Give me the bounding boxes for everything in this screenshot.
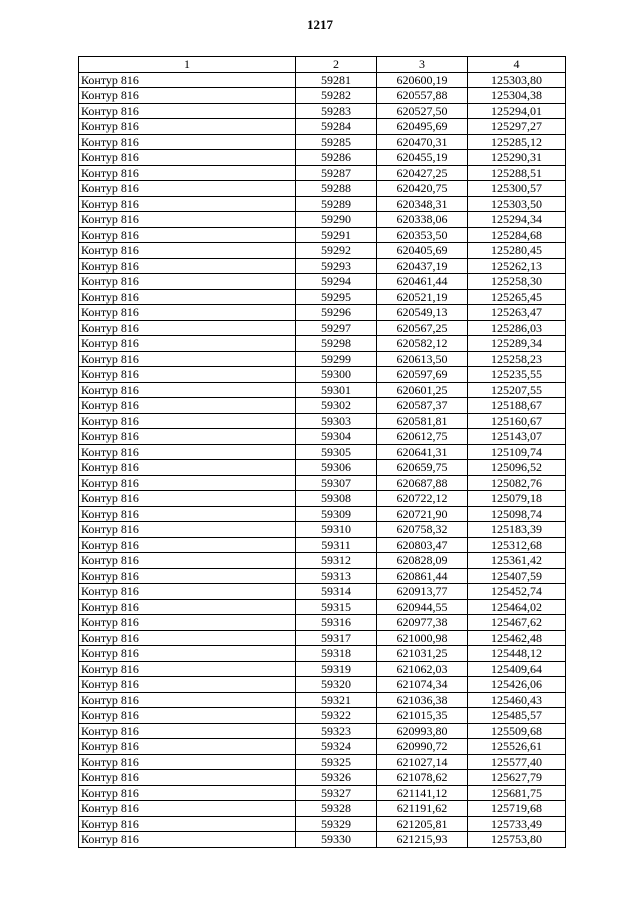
y-coordinate-cell: 125312,68 [468, 537, 566, 553]
y-coordinate-cell: 125452,74 [468, 584, 566, 600]
point-number-cell: 59287 [296, 165, 377, 181]
point-number-cell: 59305 [296, 444, 377, 460]
column-header-2: 2 [296, 57, 377, 73]
table-row [79, 692, 566, 708]
point-number-cell: 59292 [296, 243, 377, 259]
x-coordinate-cell: 620461,44 [377, 274, 468, 290]
y-coordinate-cell: 125207,55 [468, 382, 566, 398]
x-coordinate-cell: 620527,50 [377, 103, 468, 119]
table-row [79, 584, 566, 600]
x-coordinate-cell: 620405,69 [377, 243, 468, 259]
table-row [79, 398, 566, 414]
point-number-cell: 59306 [296, 460, 377, 476]
table-row [79, 181, 566, 197]
contour-name-cell: Контур 816 [79, 134, 296, 150]
contour-name-cell: Контур 816 [79, 522, 296, 538]
table-row [79, 615, 566, 631]
y-coordinate-cell: 125733,49 [468, 816, 566, 832]
contour-name-cell: Контур 816 [79, 119, 296, 135]
point-number-cell: 59307 [296, 475, 377, 491]
table-row [79, 801, 566, 817]
point-number-cell: 59286 [296, 150, 377, 166]
y-coordinate-cell: 125109,74 [468, 444, 566, 460]
table-row [79, 568, 566, 584]
point-number-cell: 59322 [296, 708, 377, 724]
contour-name-cell: Контур 816 [79, 88, 296, 104]
table-row [79, 739, 566, 755]
point-number-cell: 59311 [296, 537, 377, 553]
x-coordinate-cell: 621062,03 [377, 661, 468, 677]
x-coordinate-cell: 620613,50 [377, 351, 468, 367]
contour-name-cell: Контур 816 [79, 754, 296, 770]
point-number-cell: 59321 [296, 692, 377, 708]
table-row [79, 599, 566, 615]
x-coordinate-cell: 620420,75 [377, 181, 468, 197]
point-number-cell: 59325 [296, 754, 377, 770]
point-number-cell: 59328 [296, 801, 377, 817]
table-row [79, 630, 566, 646]
y-coordinate-cell: 125627,79 [468, 770, 566, 786]
x-coordinate-cell: 620567,25 [377, 320, 468, 336]
point-number-cell: 59298 [296, 336, 377, 352]
table-row [79, 305, 566, 321]
y-coordinate-cell: 125300,57 [468, 181, 566, 197]
x-coordinate-cell: 620455,19 [377, 150, 468, 166]
y-coordinate-cell: 125098,74 [468, 506, 566, 522]
point-number-cell: 59293 [296, 258, 377, 274]
point-number-cell: 59304 [296, 429, 377, 445]
y-coordinate-cell: 125719,68 [468, 801, 566, 817]
x-coordinate-cell: 620338,06 [377, 212, 468, 228]
table-header-row [79, 57, 566, 73]
column-header-1: 1 [79, 57, 296, 73]
point-number-cell: 59326 [296, 770, 377, 786]
point-number-cell: 59330 [296, 832, 377, 848]
x-coordinate-cell: 620600,19 [377, 72, 468, 88]
contour-name-cell: Контур 816 [79, 816, 296, 832]
contour-name-cell: Контур 816 [79, 367, 296, 383]
y-coordinate-cell: 125462,48 [468, 630, 566, 646]
point-number-cell: 59320 [296, 677, 377, 693]
point-number-cell: 59315 [296, 599, 377, 615]
y-coordinate-cell: 125290,31 [468, 150, 566, 166]
table-row [79, 289, 566, 305]
y-coordinate-cell: 125265,45 [468, 289, 566, 305]
table-row [79, 646, 566, 662]
contour-name-cell: Контур 816 [79, 615, 296, 631]
contour-name-cell: Контур 816 [79, 661, 296, 677]
point-number-cell: 59282 [296, 88, 377, 104]
x-coordinate-cell: 621031,25 [377, 646, 468, 662]
x-coordinate-cell: 620470,31 [377, 134, 468, 150]
point-number-cell: 59294 [296, 274, 377, 290]
contour-name-cell: Контур 816 [79, 274, 296, 290]
x-coordinate-cell: 620601,25 [377, 382, 468, 398]
contour-name-cell: Контур 816 [79, 770, 296, 786]
point-number-cell: 59309 [296, 506, 377, 522]
point-number-cell: 59313 [296, 568, 377, 584]
contour-name-cell: Контур 816 [79, 181, 296, 197]
point-number-cell: 59288 [296, 181, 377, 197]
contour-name-cell: Контур 816 [79, 491, 296, 507]
contour-name-cell: Контур 816 [79, 305, 296, 321]
contour-name-cell: Контур 816 [79, 243, 296, 259]
table-row [79, 258, 566, 274]
x-coordinate-cell: 620659,75 [377, 460, 468, 476]
y-coordinate-cell: 125096,52 [468, 460, 566, 476]
y-coordinate-cell: 125460,43 [468, 692, 566, 708]
table-row [79, 150, 566, 166]
y-coordinate-cell: 125294,34 [468, 212, 566, 228]
table-row [79, 754, 566, 770]
x-coordinate-cell: 621215,93 [377, 832, 468, 848]
point-number-cell: 59314 [296, 584, 377, 600]
contour-name-cell: Контур 816 [79, 801, 296, 817]
x-coordinate-cell: 621015,35 [377, 708, 468, 724]
x-coordinate-cell: 621141,12 [377, 785, 468, 801]
contour-name-cell: Контур 816 [79, 646, 296, 662]
contour-name-cell: Контур 816 [79, 599, 296, 615]
y-coordinate-cell: 125263,47 [468, 305, 566, 321]
contour-name-cell: Контур 816 [79, 165, 296, 181]
y-coordinate-cell: 125183,39 [468, 522, 566, 538]
y-coordinate-cell: 125294,01 [468, 103, 566, 119]
point-number-cell: 59310 [296, 522, 377, 538]
contour-name-cell: Контур 816 [79, 150, 296, 166]
y-coordinate-cell: 125288,51 [468, 165, 566, 181]
table-row [79, 320, 566, 336]
y-coordinate-cell: 125577,40 [468, 754, 566, 770]
table-row [79, 119, 566, 135]
contour-name-cell: Контур 816 [79, 351, 296, 367]
point-number-cell: 59303 [296, 413, 377, 429]
y-coordinate-cell: 125509,68 [468, 723, 566, 739]
point-number-cell: 59283 [296, 103, 377, 119]
contour-name-cell: Контур 816 [79, 103, 296, 119]
y-coordinate-cell: 125485,57 [468, 708, 566, 724]
table-row [79, 103, 566, 119]
y-coordinate-cell: 125753,80 [468, 832, 566, 848]
contour-name-cell: Контур 816 [79, 708, 296, 724]
table-row [79, 553, 566, 569]
contour-name-cell: Контур 816 [79, 429, 296, 445]
table-row [79, 196, 566, 212]
contour-name-cell: Контур 816 [79, 553, 296, 569]
y-coordinate-cell: 125079,18 [468, 491, 566, 507]
y-coordinate-cell: 125681,75 [468, 785, 566, 801]
point-number-cell: 59291 [296, 227, 377, 243]
table-row [79, 661, 566, 677]
y-coordinate-cell: 125160,67 [468, 413, 566, 429]
y-coordinate-cell: 125426,06 [468, 677, 566, 693]
table-row [79, 134, 566, 150]
x-coordinate-cell: 621205,81 [377, 816, 468, 832]
contour-name-cell: Контур 816 [79, 832, 296, 848]
y-coordinate-cell: 125188,67 [468, 398, 566, 414]
point-number-cell: 59281 [296, 72, 377, 88]
x-coordinate-cell: 620495,69 [377, 119, 468, 135]
point-number-cell: 59302 [296, 398, 377, 414]
contour-name-cell: Контур 816 [79, 212, 296, 228]
x-coordinate-cell: 620612,75 [377, 429, 468, 445]
point-number-cell: 59316 [296, 615, 377, 631]
table-row [79, 460, 566, 476]
contour-name-cell: Контур 816 [79, 320, 296, 336]
table-row [79, 88, 566, 104]
table-row [79, 382, 566, 398]
table-row [79, 537, 566, 553]
x-coordinate-cell: 620348,31 [377, 196, 468, 212]
table-body [79, 72, 566, 847]
y-coordinate-cell: 125284,68 [468, 227, 566, 243]
contour-name-cell: Контур 816 [79, 289, 296, 305]
point-number-cell: 59295 [296, 289, 377, 305]
x-coordinate-cell: 620521,19 [377, 289, 468, 305]
x-coordinate-cell: 620722,12 [377, 491, 468, 507]
table-row [79, 444, 566, 460]
x-coordinate-cell: 620993,80 [377, 723, 468, 739]
y-coordinate-cell: 125258,30 [468, 274, 566, 290]
point-number-cell: 59285 [296, 134, 377, 150]
x-coordinate-cell: 620828,09 [377, 553, 468, 569]
point-number-cell: 59299 [296, 351, 377, 367]
x-coordinate-cell: 620990,72 [377, 739, 468, 755]
y-coordinate-cell: 125143,07 [468, 429, 566, 445]
contour-name-cell: Контур 816 [79, 723, 296, 739]
point-number-cell: 59323 [296, 723, 377, 739]
y-coordinate-cell: 125235,55 [468, 367, 566, 383]
contour-name-cell: Контур 816 [79, 584, 296, 600]
point-number-cell: 59317 [296, 630, 377, 646]
point-number-cell: 59327 [296, 785, 377, 801]
point-number-cell: 59290 [296, 212, 377, 228]
y-coordinate-cell: 125361,42 [468, 553, 566, 569]
contour-name-cell: Контур 816 [79, 72, 296, 88]
point-number-cell: 59319 [296, 661, 377, 677]
x-coordinate-cell: 620587,37 [377, 398, 468, 414]
x-coordinate-cell: 620758,32 [377, 522, 468, 538]
table-row [79, 832, 566, 848]
y-coordinate-cell: 125407,59 [468, 568, 566, 584]
y-coordinate-cell: 125286,03 [468, 320, 566, 336]
table-row [79, 491, 566, 507]
x-coordinate-cell: 620803,47 [377, 537, 468, 553]
x-coordinate-cell: 621027,14 [377, 754, 468, 770]
y-coordinate-cell: 125526,61 [468, 739, 566, 755]
point-number-cell: 59329 [296, 816, 377, 832]
table-row [79, 475, 566, 491]
x-coordinate-cell: 620437,19 [377, 258, 468, 274]
x-coordinate-cell: 620353,50 [377, 227, 468, 243]
contour-name-cell: Контур 816 [79, 398, 296, 414]
y-coordinate-cell: 125258,23 [468, 351, 566, 367]
x-coordinate-cell: 620557,88 [377, 88, 468, 104]
point-number-cell: 59300 [296, 367, 377, 383]
contour-name-cell: Контур 816 [79, 785, 296, 801]
contour-name-cell: Контур 816 [79, 460, 296, 476]
contour-name-cell: Контур 816 [79, 382, 296, 398]
y-coordinate-cell: 125304,38 [468, 88, 566, 104]
y-coordinate-cell: 125448,12 [468, 646, 566, 662]
point-number-cell: 59324 [296, 739, 377, 755]
contour-name-cell: Контур 816 [79, 413, 296, 429]
table-row [79, 72, 566, 88]
x-coordinate-cell: 620427,25 [377, 165, 468, 181]
point-number-cell: 59308 [296, 491, 377, 507]
y-coordinate-cell: 125262,13 [468, 258, 566, 274]
point-number-cell: 59296 [296, 305, 377, 321]
contour-name-cell: Контур 816 [79, 739, 296, 755]
y-coordinate-cell: 125280,45 [468, 243, 566, 259]
x-coordinate-cell: 621000,98 [377, 630, 468, 646]
point-number-cell: 59289 [296, 196, 377, 212]
x-coordinate-cell: 620582,12 [377, 336, 468, 352]
x-coordinate-cell: 620581,81 [377, 413, 468, 429]
y-coordinate-cell: 125289,34 [468, 336, 566, 352]
table-row [79, 351, 566, 367]
table-row [79, 723, 566, 739]
table-row [79, 522, 566, 538]
y-coordinate-cell: 125409,64 [468, 661, 566, 677]
table-row [79, 212, 566, 228]
table-row [79, 165, 566, 181]
y-coordinate-cell: 125082,76 [468, 475, 566, 491]
x-coordinate-cell: 621036,38 [377, 692, 468, 708]
contour-name-cell: Контур 816 [79, 336, 296, 352]
table-row [79, 816, 566, 832]
column-header-3: 3 [377, 57, 468, 73]
point-number-cell: 59284 [296, 119, 377, 135]
table-row [79, 274, 566, 290]
x-coordinate-cell: 620687,88 [377, 475, 468, 491]
x-coordinate-cell: 620641,31 [377, 444, 468, 460]
y-coordinate-cell: 125467,62 [468, 615, 566, 631]
contour-name-cell: Контур 816 [79, 196, 296, 212]
contour-name-cell: Контур 816 [79, 692, 296, 708]
x-coordinate-cell: 620597,69 [377, 367, 468, 383]
point-number-cell: 59301 [296, 382, 377, 398]
x-coordinate-cell: 621074,34 [377, 677, 468, 693]
table-row [79, 677, 566, 693]
y-coordinate-cell: 125303,80 [468, 72, 566, 88]
table-row [79, 227, 566, 243]
coordinates-table [78, 56, 566, 848]
contour-name-cell: Контур 816 [79, 227, 296, 243]
table-row [79, 770, 566, 786]
table-row [79, 785, 566, 801]
table-row [79, 506, 566, 522]
y-coordinate-cell: 125464,02 [468, 599, 566, 615]
table-row [79, 367, 566, 383]
x-coordinate-cell: 620977,38 [377, 615, 468, 631]
x-coordinate-cell: 620861,44 [377, 568, 468, 584]
page-number: 1217 [307, 17, 333, 32]
contour-name-cell: Контур 816 [79, 537, 296, 553]
contour-name-cell: Контур 816 [79, 258, 296, 274]
contour-name-cell: Контур 816 [79, 475, 296, 491]
contour-name-cell: Контур 816 [79, 568, 296, 584]
column-header-4: 4 [468, 57, 566, 73]
y-coordinate-cell: 125303,50 [468, 196, 566, 212]
y-coordinate-cell: 125285,12 [468, 134, 566, 150]
table-row [79, 429, 566, 445]
contour-name-cell: Контур 816 [79, 630, 296, 646]
point-number-cell: 59318 [296, 646, 377, 662]
contour-name-cell: Контур 816 [79, 677, 296, 693]
point-number-cell: 59312 [296, 553, 377, 569]
x-coordinate-cell: 621078,62 [377, 770, 468, 786]
y-coordinate-cell: 125297,27 [468, 119, 566, 135]
x-coordinate-cell: 620721,90 [377, 506, 468, 522]
table-row [79, 336, 566, 352]
table-row [79, 708, 566, 724]
point-number-cell: 59297 [296, 320, 377, 336]
x-coordinate-cell: 620944,55 [377, 599, 468, 615]
table-row [79, 243, 566, 259]
x-coordinate-cell: 620913,77 [377, 584, 468, 600]
contour-name-cell: Контур 816 [79, 444, 296, 460]
x-coordinate-cell: 621191,62 [377, 801, 468, 817]
contour-name-cell: Контур 816 [79, 506, 296, 522]
table-row [79, 413, 566, 429]
x-coordinate-cell: 620549,13 [377, 305, 468, 321]
